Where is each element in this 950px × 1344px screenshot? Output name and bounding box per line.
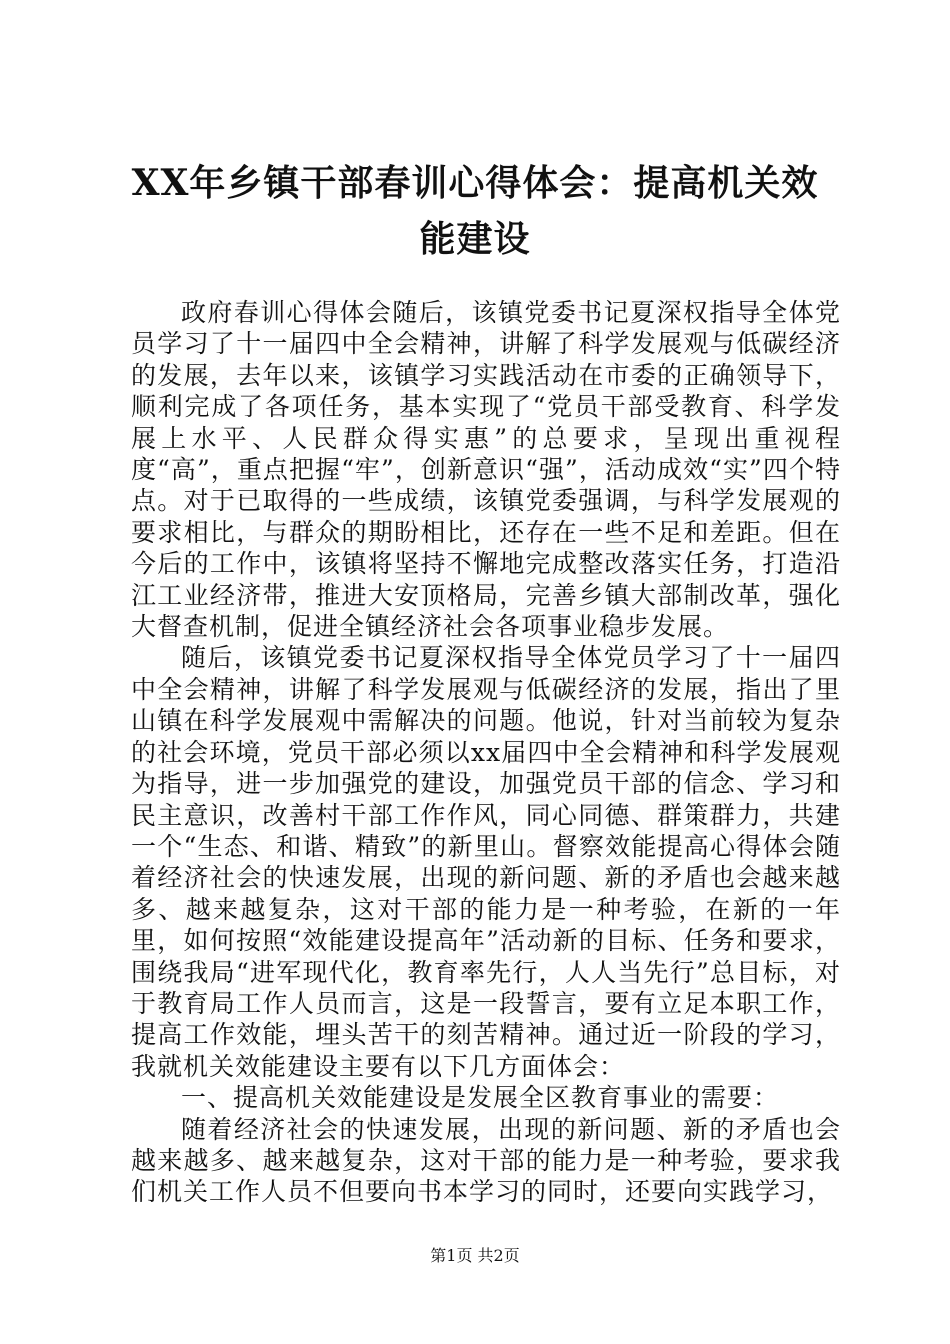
paragraph: 政府春训心得体会随后，该镇党委书记夏深权指导全体党员学习了十一届四中全会精神，讲解了科学发展观与低碳经济的发展，去年以来，该镇学习实践活动在市委的正确领导下，顺利完成了各项任务，基本实现了“党员干部受教育、科学发展上水平、人民群众得实惠”的总要求，呈现出重视程度“高”，重点把握“牢”，创新意识“强”，活动成效“实”四个特点。对于已取得的一些成绩，该镇党委强调，与科学发展观的要求相比，与群众的期盼相比，还存在一些不足和差距。但在今后的工作中，该镇将坚持不懈地完成整改落实任务，打造沿江工业经济带，推进大安顶格局，完善乡镇大部制改革，强化大督查机制，促进全镇经济社会各项事业稳步发展。 (131, 298, 841, 642)
page-footer: 第1页 共2页 (430, 1246, 520, 1265)
document-title: XX年乡镇干部春训心得体会：提高机关效能建设 (131, 162, 819, 260)
document-body (131, 297, 841, 1208)
paragraph: 随后，该镇党委书记夏深权指导全体党员学习了十一届四中全会精神，讲解了科学发展观与低碳经济的发展，指出了里山镇在科学发展观中需解决的问题。他说，针对当前较为复杂的社会环境，党员干部必须以xx届四中全会精神和科学发展观为指导，进一步加强党的建设，加强党员干部的信念、学习和民主意识，改善村干部工作作风，同心同德、群策群力，共建一个“生态、和谐、精致”的新里山。督察效能提高心得体会随着经济社会的快速发展，出现的新问题、新的矛盾也会越来越多、越来越复杂，这对干部的能力是一种考验，在新的一年里，如何按照“效能建设提高年”活动新的目标、任务和要求，围绕我局“进军现代化，教育率先行，人人当先行”总目标，对于教育局工作人员而言，这是一段誓言，要有立足本职工作，提高工作效能，埋头苦干的刻苦精神。通过近一阶段的学习，我就机关效能建设主要有以下几方面体会： (131, 643, 841, 1081)
section-heading: 一、提高机关效能建设是发展全区教育事业的需要： (181, 1083, 780, 1113)
paragraph: 随着经济社会的快速发展，出现的新问题、新的矛盾也会越来越多、越来越复杂，这对干部的能力是一种考验，要求我们机关工作人员不但要向书本学习的同时，还要向实践学习， (131, 1114, 841, 1207)
